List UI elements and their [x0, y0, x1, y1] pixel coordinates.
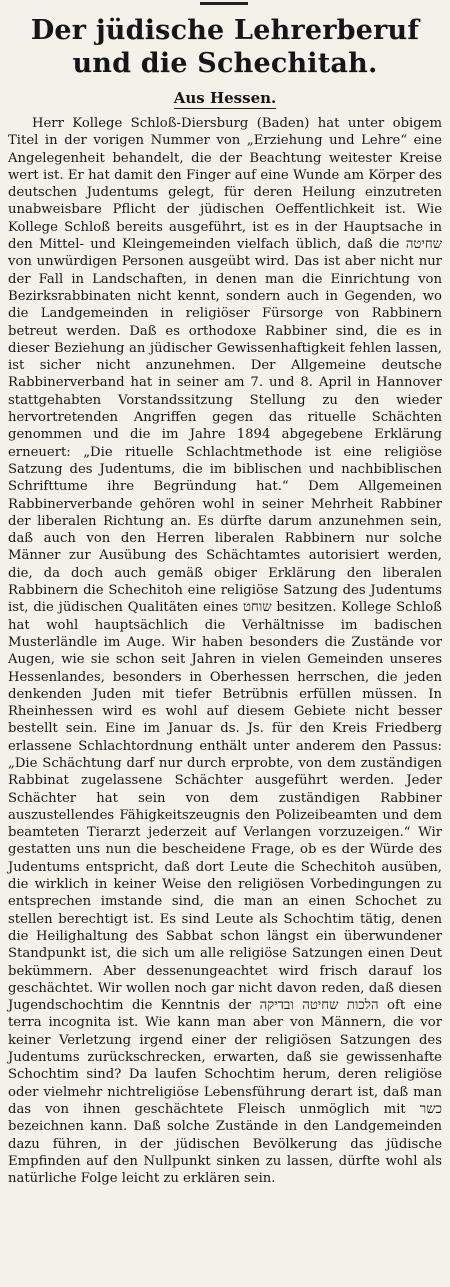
article-subtitle-text: Aus Hessen. — [173, 89, 277, 107]
article-body — [8, 115, 442, 1187]
article-title: Der jüdische Lehrerberuf und die Schechitah. — [30, 15, 420, 79]
article-subtitle — [8, 88, 442, 108]
article-paragraph: Herr Kollege Schloß-Diersburg (Baden) hat unter obigem Titel in der vorigen Nummer von „Erziehung und Lehre“ eine Angelegenheit behandelt, die der Beachtung weitester Kreise wert ist. Er hat damit den Finger auf eine Wunde am Körper des deutschen Judentums gelegt, für deren Heilung einzutreten unabweisbare Pflicht der jüdischen Oeffentlichkeit ist. Wie Kollege Schloß bereits ausgeführt, ist es in der Hauptsache in den Mittel- und Kleingemeinden vielfach üblich, daß die שחיטה von unwürdigen Personen ausgeübt wird. Das ist aber nicht nur der Fall in Landschaften, in denen man die Einrichtung von Bezirksrabbinaten nicht kennt, sondern auch in Gegenden, wo die Landgemeinden in religiöser Fürsorge von Rabbinern betreut werden. Daß es orthodoxe Rabbiner sind, die es in dieser Beziehung an jüdischer Gewissenhaftigkeit fehlen lassen, ist sicher nicht anzunehmen. Der Allgemeine deutsche Rabbinerverband hat in seiner am 7. und 8. April in Hannover stattgehabten Vorstandssitzung Stellung zu den wieder hervortretenden Angriffen gegen das rituelle Schächten genommen und die im Jahre 1894 abgegebene Erklärung erneuert: „Die rituelle Schlachtmethode ist eine religiöse Satzung des Judentums, die im biblischen und nachbiblischen Schrifttume ihre Begründung hat.“ Dem Allgemeinen Rabbinerverbande gehören wohl in seiner Mehrheit Rabbiner der liberalen Richtung an. Es dürfte darum anzunehmen sein, daß auch von den Herren liberalen Rabbinern nur solche Männer zur Ausübung des Schächtamtes autorisiert werden, die, da doch auch gemäß obiger Erklärung den liberalen Rabbinern die Schechitoh eine religiöse Satzung des Judentums ist, die jüdischen Qualitäten eines שוחט besitzen. Kollege Schloß hat wohl hauptsächlich die Verhältnisse im badischen Musterländle im Auge. Wir haben besonders die Zustände vor Augen, wie sie schon seit Jahren in vielen Gemeinden unseres Hessenlandes, besonders in Oberhessen herrschen, die jeden denkenden Juden mit tiefer Betrübnis erfüllen müssen. In Rheinhessen wird es wohl auf diesem Gebiete nicht besser bestellt sein. Eine im Januar ds. Js. für den Kreis Friedberg erlassene Schlachtordnung enthält unter anderem den Passus: „Die Schächtung darf nur durch erprobte, von dem zuständigen Rabbinat zugelassene Schächter ausgeführt werden. Jeder Schächter hat sein von dem zuständigen Rabbiner auszustellendes Fähigkeitszeugnis den Polizeibeamten und dem beamteten Tierarzt jederzeit auf Verlangen vorzuzeigen.“ Wir gestatten uns nun die bescheidene Frage, ob es der Würde des Judentums entspricht, daß dort Leute die Schechitoh ausüben, die wirklich in keiner Weise den religiösen Vorbedingungen zu entsprechen imstande sind, die man an einen Schochet zu stellen berechtigt ist. Es sind Leute als Schochtim tätig, denen die Heilighaltung des Sabbat schon längst ein überwundener Standpunkt ist, die sich um alle religiöse Satzungen einen Deut bekümmern. Aber dessenungeachtet wird frisch darauf los geschächtet. Wir wollen noch gar nicht davon reden, daß diesen Jugendschochtim die Kenntnis der הלכות שחיטה ובדיקה oft eine terra incognita ist. Wie kann man aber von Männern, die vor keiner Verletzung irgend einer der religiösen Satzungen des Judentums zurückschrecken, erwarten, daß sie gewissenhafte Schochtim sind? Da laufen Schochtim herum, deren religiöse oder vielmehr nichtreligiöse Lebensführung derart ist, daß man das von ihnen geschächtete Fleisch unmöglich mit כשר bezeichnen kann. Daß solche Zustände in den Landgemeinden dazu führen, in der jüdischen Bevölkerung das jüdische Empfinden auf den Nullpunkt sinken zu lassen, dürfte wohl als natürliche Folge leicht zu erklären sein. — [8, 116, 443, 1187]
top-rule — [200, 2, 248, 5]
